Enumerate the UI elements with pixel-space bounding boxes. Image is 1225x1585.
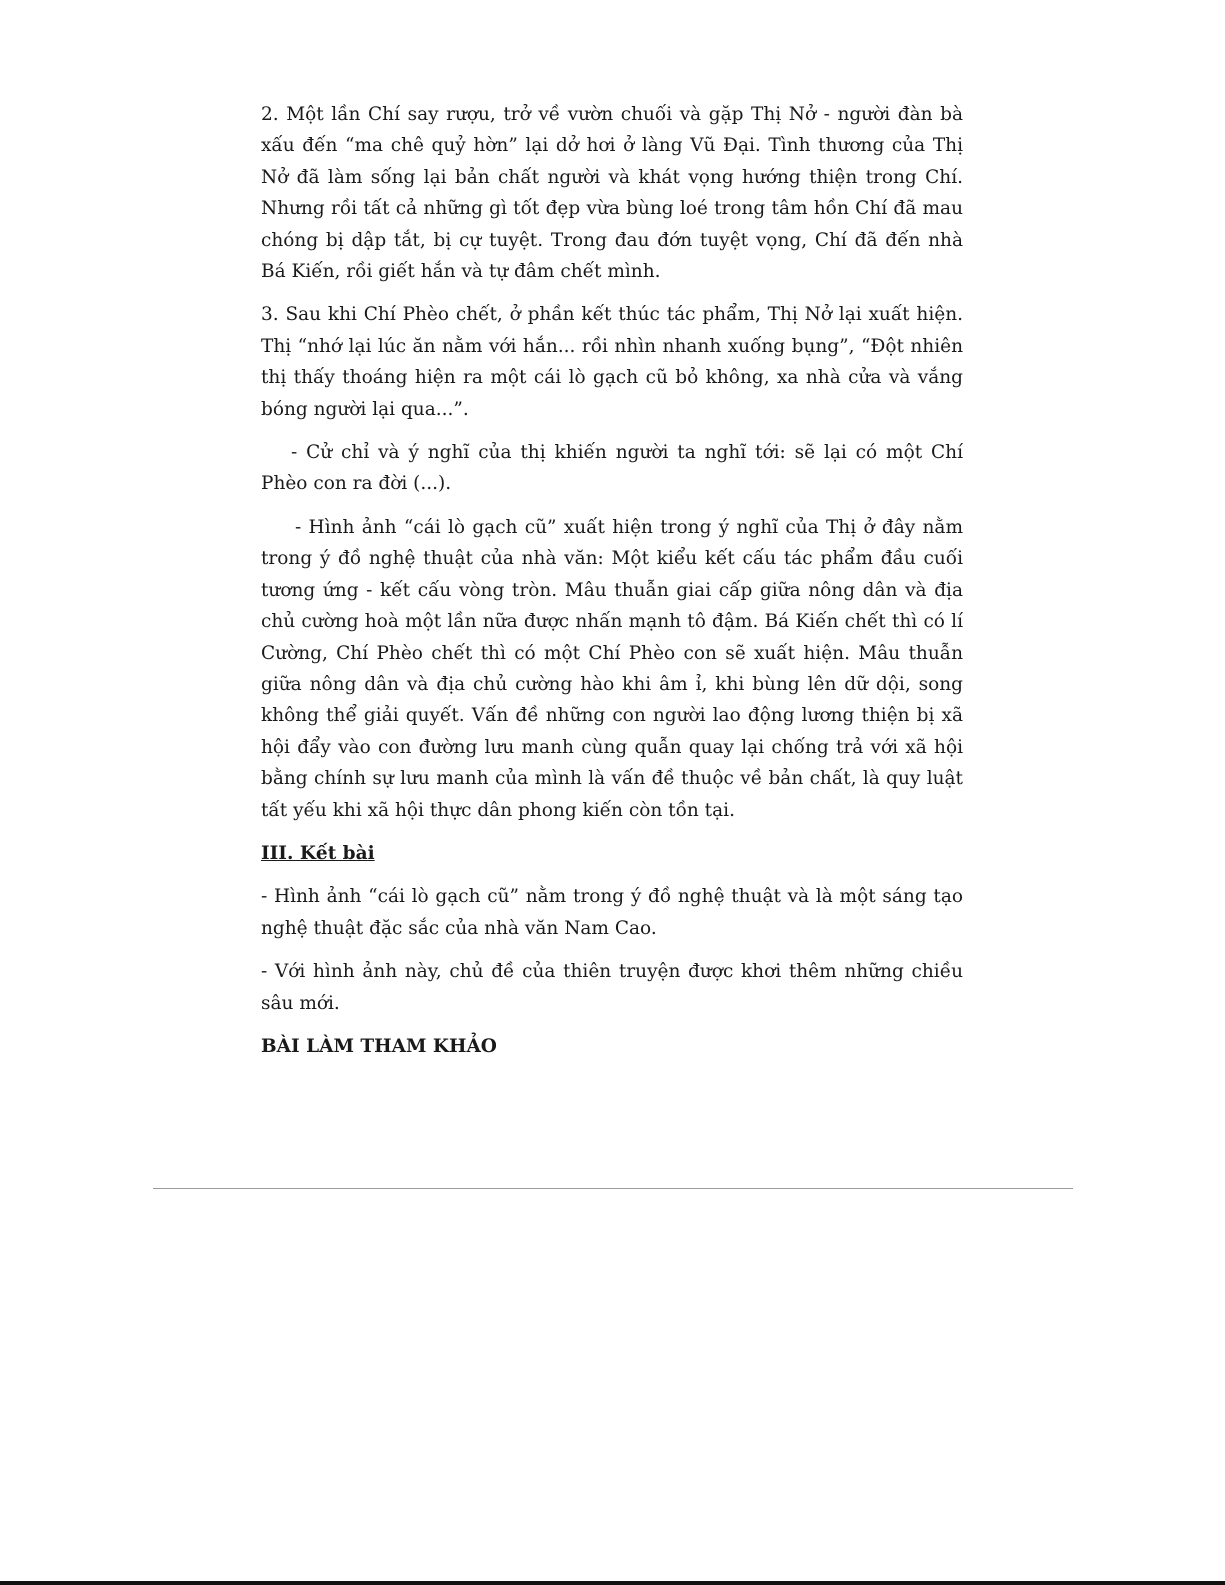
bullet-gesture-thought: - Cử chỉ và ý nghĩ của thị khiến người ta nghĩ tới: sẽ lại có một Chí Phèo con ra đời (...).: [261, 442, 963, 495]
bullet-brick-kiln-image: - Hình ảnh “cái lò gạch cũ” xuất hiện trong ý nghĩ của Thị ở đây nằm trong ý đồ nghệ thuật của nhà văn: Một kiểu kết cấu tác phẩm đầu cuối tương ứng - kết cấu vòng tròn. Mâu thuẫn giai cấp giữa nông dân và địa chủ cường hoà một lần nữa được nhấn mạnh tô đậm. Bá Kiến chết thì có lí Cường, Chí Phèo chết thì có một Chí Phèo con sẽ xuất hiện. Mâu thuẫn giữa nông dân và địa chủ cường hào khi âm ỉ, khi bùng lên dữ dội, song không thể giải quyết. Vấn đề những con người lao động lương thiện bị xã hội đẩy vào con đường lưu manh cùng quẫn quay lại chống trả với xã hội bằng chính sự lưu manh của mình là vấn đề thuộc về bản chất, là quy luật tất yếu khi xã hội thực dân phong kiến còn tồn tại.: [261, 516, 963, 821]
section-heading-conclusion: III. Kết bài: [261, 842, 375, 864]
document-body: [261, 99, 963, 1062]
conclusion-point-1: - Hình ảnh “cái lò gạch cũ” nằm trong ý đồ nghệ thuật và là một sáng tạo nghệ thuật đặc sắc của nhà văn Nam Cao.: [261, 886, 963, 939]
bottom-edge-bar: [0, 1581, 1225, 1585]
conclusion-point-2: - Với hình ảnh này, chủ đề của thiên truyện được khơi thêm những chiều sâu mới.: [261, 961, 963, 1014]
page-divider: [153, 1188, 1073, 1189]
paragraph-3: 3. Sau khi Chí Phèo chết, ở phần kết thúc tác phẩm, Thị Nở lại xuất hiện. Thị “nhớ lại lúc ăn nằm với hắn... rồi nhìn nhanh xuống bụng”, “Đột nhiên thị thấy thoáng hiện ra một cái lò gạch cũ bỏ không, xa nhà cửa và vắng bóng người lại qua...”.: [261, 304, 963, 420]
reference-heading: BÀI LÀM THAM KHẢO: [261, 1035, 497, 1057]
paragraph-2: 2. Một lần Chí say rượu, trở về vườn chuối và gặp Thị Nở - người đàn bà xấu đến “ma chê quỷ hờn” lại dở hơi ở làng Vũ Đại. Tình thương của Thị Nở đã làm sống lại bản chất người và khát vọng hướng thiện trong Chí. Nhưng rồi tất cả những gì tốt đẹp vừa bùng loé trong tâm hồn Chí đã mau chóng bị dập tắt, bị cự tuyệt. Trong đau đớn tuyệt vọng, Chí đã đến nhà Bá Kiến, rồi giết hắn và tự đâm chết mình.: [261, 104, 963, 283]
